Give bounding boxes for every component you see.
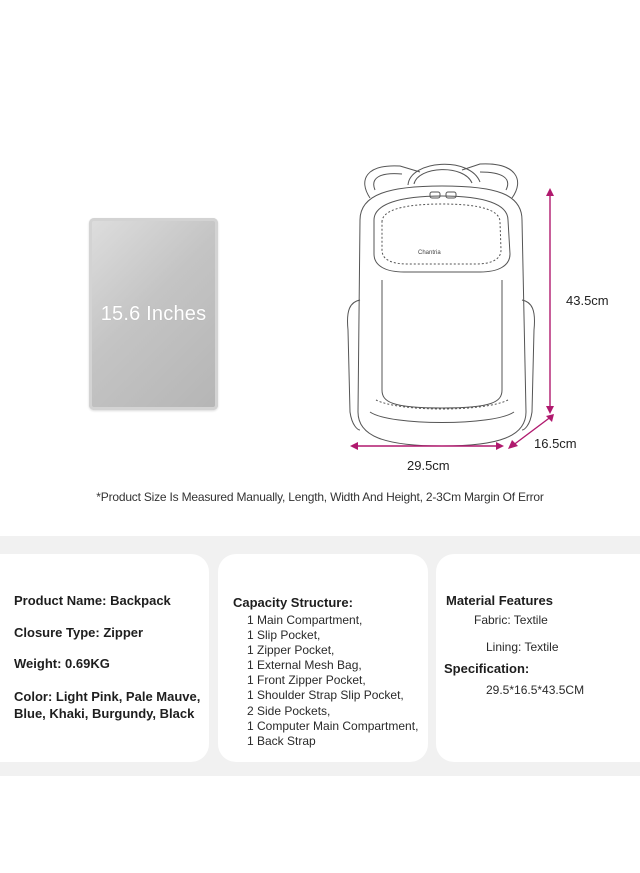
list-item: 1 Main Compartment,	[247, 613, 363, 627]
list-item: 1 Shoulder Strap Slip Pocket,	[247, 688, 404, 703]
laptop-size-label: 15.6 Inches	[100, 302, 207, 325]
height-dimension: 43.5cm	[566, 293, 609, 308]
lining-value: Lining: Textile	[486, 640, 559, 654]
backpack-brand-mark: Chantria	[418, 250, 441, 256]
list-item: 1 Computer Main Compartment,	[247, 718, 419, 733]
list-item: 1 Zipper Pocket,	[247, 643, 335, 658]
weight: Weight: 0.69KG	[14, 656, 110, 671]
list-item: 1 Back Strap	[247, 733, 316, 748]
backpack-outline-drawing	[330, 150, 580, 470]
depth-dimension: 16.5cm	[534, 436, 577, 451]
capacity-title: Capacity Structure:	[233, 595, 353, 610]
material-title: Material Features	[446, 593, 553, 608]
basic-info-card	[0, 554, 209, 762]
width-dimension: 29.5cm	[407, 458, 450, 473]
specification-title: Specification:	[444, 661, 530, 676]
product-name: Product Name: Backpack	[14, 593, 171, 608]
list-item: 1 Slip Pocket,	[247, 628, 321, 643]
color-options-line1: Color: Light Pink, Pale Mauve,	[14, 689, 201, 704]
measurement-note: *Product Size Is Measured Manually, Length, Width And Height, 2-3Cm Margin Of Error	[96, 490, 544, 504]
list-item: 1 Front Zipper Pocket,	[247, 673, 366, 688]
fabric-value: Fabric: Textile	[474, 613, 548, 627]
list-item: 1 External Mesh Bag,	[247, 658, 362, 673]
bottom-spacer	[0, 776, 640, 873]
specification-value: 29.5*16.5*43.5CM	[486, 683, 585, 697]
capacity-list	[247, 613, 418, 749]
material-card	[436, 554, 640, 762]
closure-type: Closure Type: Zipper	[14, 625, 144, 640]
color-options-line2: Blue, Khaki, Burgundy, Black	[14, 706, 195, 721]
laptop-illustration	[89, 218, 218, 410]
list-item: 2 Side Pockets,	[247, 703, 331, 718]
